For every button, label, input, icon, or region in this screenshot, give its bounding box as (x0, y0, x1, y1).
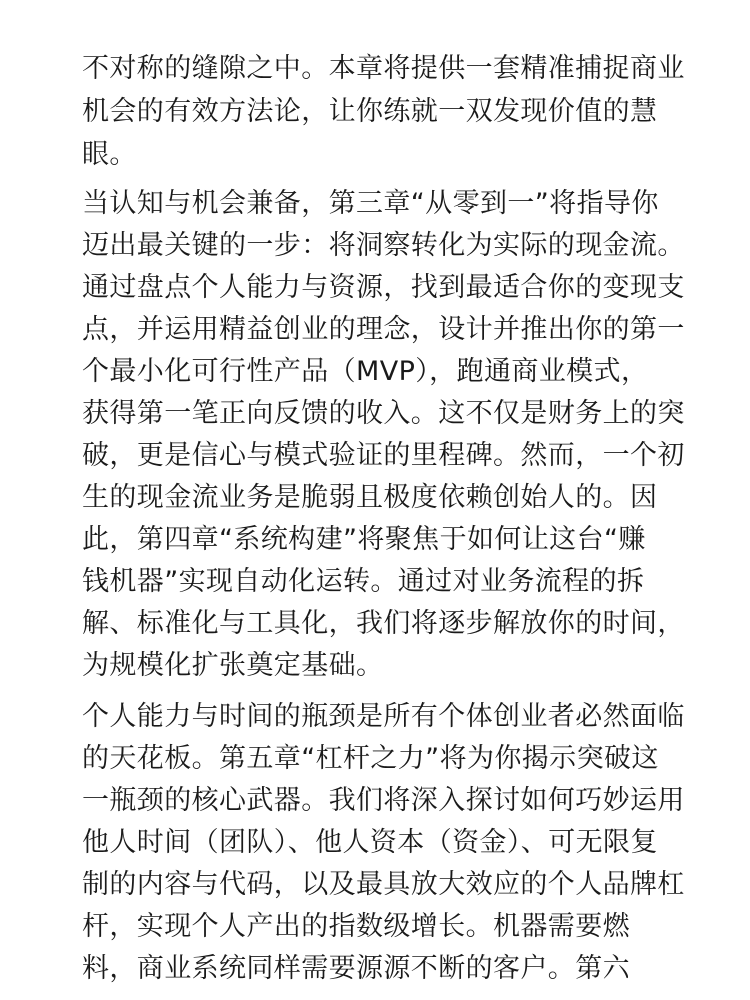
text-line: 当认知与机会兼备，第三章“从零到一”将指导你 (82, 188, 659, 219)
text-line: 此，第四章“系统构建”将聚焦于如何让这台“赚 (82, 524, 646, 555)
text-line: 解、标准化与工具化，我们将逐步解放你的时间， (82, 608, 685, 639)
text-line: 迈出最关键的一步：将洞察转化为实际的现金流。 (82, 230, 685, 261)
text-line: 点，并运用精益创业的理念，设计并推出你的第一 (82, 314, 685, 345)
text-line: 通过盘点个人能力与资源，找到最适合你的变现支 (82, 272, 685, 303)
text-line: 生的现金流业务是脆弱且极度依赖创始人的。因 (82, 482, 658, 513)
text-line: 个人能力与时间的瓶颈是所有个体创业者必然面临 (82, 701, 685, 732)
text-line: 料，商业系统同样需要源源不断的客户。第六 (82, 953, 630, 984)
text-line: 的天花板。第五章“杠杆之力”将为你揭示突破这 (82, 743, 659, 774)
text-line: 不对称的缝隙之中。本章将提供一套精准捕捉商业 (82, 53, 685, 84)
text-line: 制的内容与代码，以及最具放大效应的个人品牌杠 (82, 869, 685, 900)
text-line: 钱机器”实现自动化运转。通过对业务流程的拆 (82, 566, 645, 597)
text-line: 破，更是信心与模式验证的里程碑。然而，一个初 (82, 440, 685, 471)
text-line: 为规模化扩张奠定基础。 (82, 650, 384, 681)
text-line: 他人时间（团队）、他人资本（资金）、可无限复 (82, 827, 658, 858)
text-line: 机会的有效方法论，让你练就一双发现价值的慧 (82, 96, 658, 127)
text-line: 眼。 (82, 139, 137, 170)
text-line: 个最小化可行性产品（MVP），跑通商业模式， (82, 356, 649, 387)
text-line: 一瓶颈的核心武器。我们将深入探讨如何巧妙运用 (82, 785, 685, 816)
text-line: 杆，实现个人产出的指数级增长。机器需要燃 (82, 911, 630, 942)
text-line: 获得第一笔正向反馈的收入。这不仅是财务上的突 (82, 398, 685, 429)
